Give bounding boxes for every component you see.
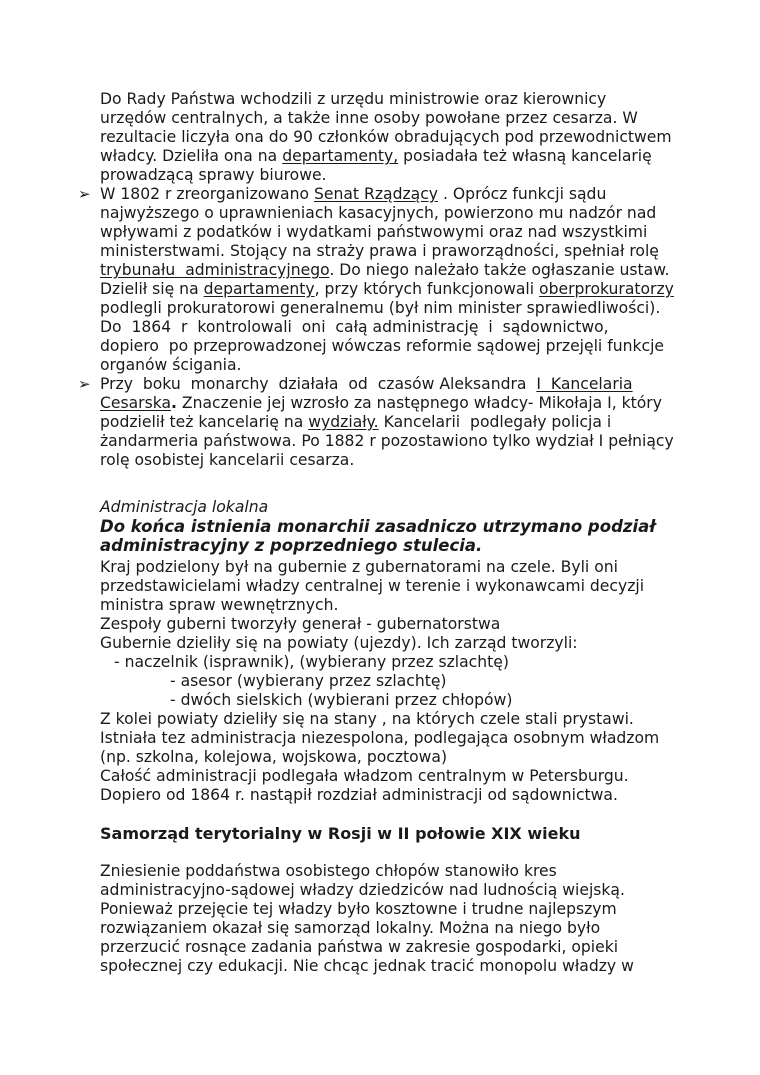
text-line: Całość administracji podlegała władzom centralnym w Petersburgu. (100, 767, 629, 785)
text-line: urzędów centralnych, a także inne osoby powołane przez cesarza. W (100, 109, 638, 127)
text-span: posiadała też własną kancelarię (398, 147, 652, 165)
bullet-arrow-icon: ➢ (78, 375, 91, 393)
text-line (100, 413, 611, 432)
text-line: przedstawicielami władzy centralnej w terenie i wykonawcami decyzji (100, 577, 645, 595)
underlined-term: I Kancelaria (536, 375, 633, 393)
section-heading: Administracja lokalna (100, 498, 269, 516)
underlined-term: Senat Rządzący (314, 185, 439, 203)
bullet-arrow-icon: ➢ (78, 185, 91, 203)
text-span: , przy których funkcjonowali (314, 280, 540, 298)
text-span: Znaczenie jej wzrosło za następnego władcy- Mikołaja I, który (176, 394, 662, 412)
text-line: wpływami z podatków i wydatkami państwowymi oraz nad wszystkimi (100, 223, 648, 241)
text-span: . Oprócz funkcji sądu (438, 185, 607, 203)
list-item: - asesor (wybierany przez szlachtę) (170, 672, 447, 690)
text-span: W 1802 r zreorganizowano (100, 185, 314, 203)
text-line (100, 185, 606, 204)
list-item: - dwóch sielskich (wybierani przez chłopów) (170, 691, 513, 709)
text-line: Dopiero od 1864 r. nastąpił rozdział administracji od sądownictwa. (100, 786, 618, 804)
text-span: Dzielił się na (100, 280, 204, 298)
lead-text: Do końca istnienia monarchii zasadniczo utrzymano podział (100, 517, 656, 536)
underlined-term: departamenty, (282, 147, 399, 165)
underlined-term: Cesarska (100, 394, 172, 412)
list-item: - naczelnik (isprawnik), (wybierany przez szlachtę) (114, 653, 509, 671)
text-line (100, 261, 670, 280)
text-line: Zniesienie poddaństwa osobistego chłopów stanowiło kres (100, 862, 557, 880)
text-span: Przy boku monarchy działała od czasów Aleksandra (100, 375, 537, 393)
text-line: podlegli prokuratorowi generalnemu (był nim minister sprawiedliwości). (100, 299, 661, 317)
text-line: społecznej czy edukacji. Nie chcąc jednak tracić monopolu władzy w (100, 957, 634, 975)
text-line: organów ścigania. (100, 356, 242, 374)
text-line: przerzucić rosnące zadania państwa w zakresie gospodarki, opieki (100, 938, 619, 956)
text-line (100, 280, 674, 299)
text-line (100, 375, 633, 394)
underlined-term: wydziały. (308, 413, 379, 431)
text-line: dopiero po przeprowadzonej wówczas reformie sądowej przejęli funkcje (100, 337, 665, 355)
text-line: Gubernie dzieliły się na powiaty (ujezdy). Ich zarząd tworzyli: (100, 634, 578, 652)
text-line: rolę osobistej kancelarii cesarza. (100, 451, 355, 469)
underlined-term: trybunału administracyjnego (100, 261, 330, 279)
text-line: Zespoły guberni tworzyły generał - gubernatorstwa (100, 615, 501, 633)
text-line: Do 1864 r kontrolowali oni całą administrację i sądownictwo, (100, 318, 609, 336)
text-span: . Do niego należało także ogłaszanie ustaw. (329, 261, 670, 279)
text-line: Do Rady Państwa wchodzili z urzędu ministrowie oraz kierownicy (100, 90, 607, 108)
text-line: Ponieważ przejęcie tej władzy było kosztowne i trudne najlepszym (100, 900, 617, 918)
underlined-term: departamenty (203, 280, 315, 298)
text-line: rozwiązaniem okazał się samorząd lokalny. Można na niego było (100, 919, 601, 937)
text-line: żandarmeria państwowa. Po 1882 r pozostawiono tylko wydział I pełniący (100, 432, 674, 450)
text-line: Istniała tez administracja niezespolona, podlegająca osobnym władzom (100, 729, 660, 747)
text-span: . (171, 394, 177, 412)
text-line: najwyższego o uprawnieniach kasacyjnych, powierzono mu nadzór nad (100, 204, 657, 222)
text-line: ministra spraw wewnętrznych. (100, 596, 339, 614)
text-line (100, 394, 662, 413)
text-line: ministerstwami. Stojący na straży prawa i praworządności, spełniał rolę (100, 242, 659, 260)
underlined-term: oberprokuratorzy (539, 280, 674, 298)
section-title: Samorząd terytorialny w Rosji w II połowie XIX wieku (100, 824, 581, 843)
text-line: administracyjno-sądowej władzy dziedziców nad ludnością wiejską. (100, 881, 625, 899)
text-line: (np. szkolna, kolejowa, wojskowa, pocztowa) (100, 748, 448, 766)
lead-text: administracyjny z poprzedniego stulecia. (100, 536, 483, 555)
text-span: władcy. Dzieliła ona na (100, 147, 283, 165)
text-line (100, 147, 652, 166)
text-line: rezultacie liczyła ona do 90 członków obradujących pod przewodnictwem (100, 128, 672, 146)
text-line: Z kolei powiaty dzieliły się na stany , na których czele stali prystawi. (100, 710, 634, 728)
text-line: Kraj podzielony był na gubernie z gubernatorami na czele. Byli oni (100, 558, 618, 576)
text-span: podzielił też kancelarię na (100, 413, 309, 431)
text-span: Kancelarii podlegały policja i (378, 413, 612, 431)
text-line: prowadzącą sprawy biurowe. (100, 166, 327, 184)
